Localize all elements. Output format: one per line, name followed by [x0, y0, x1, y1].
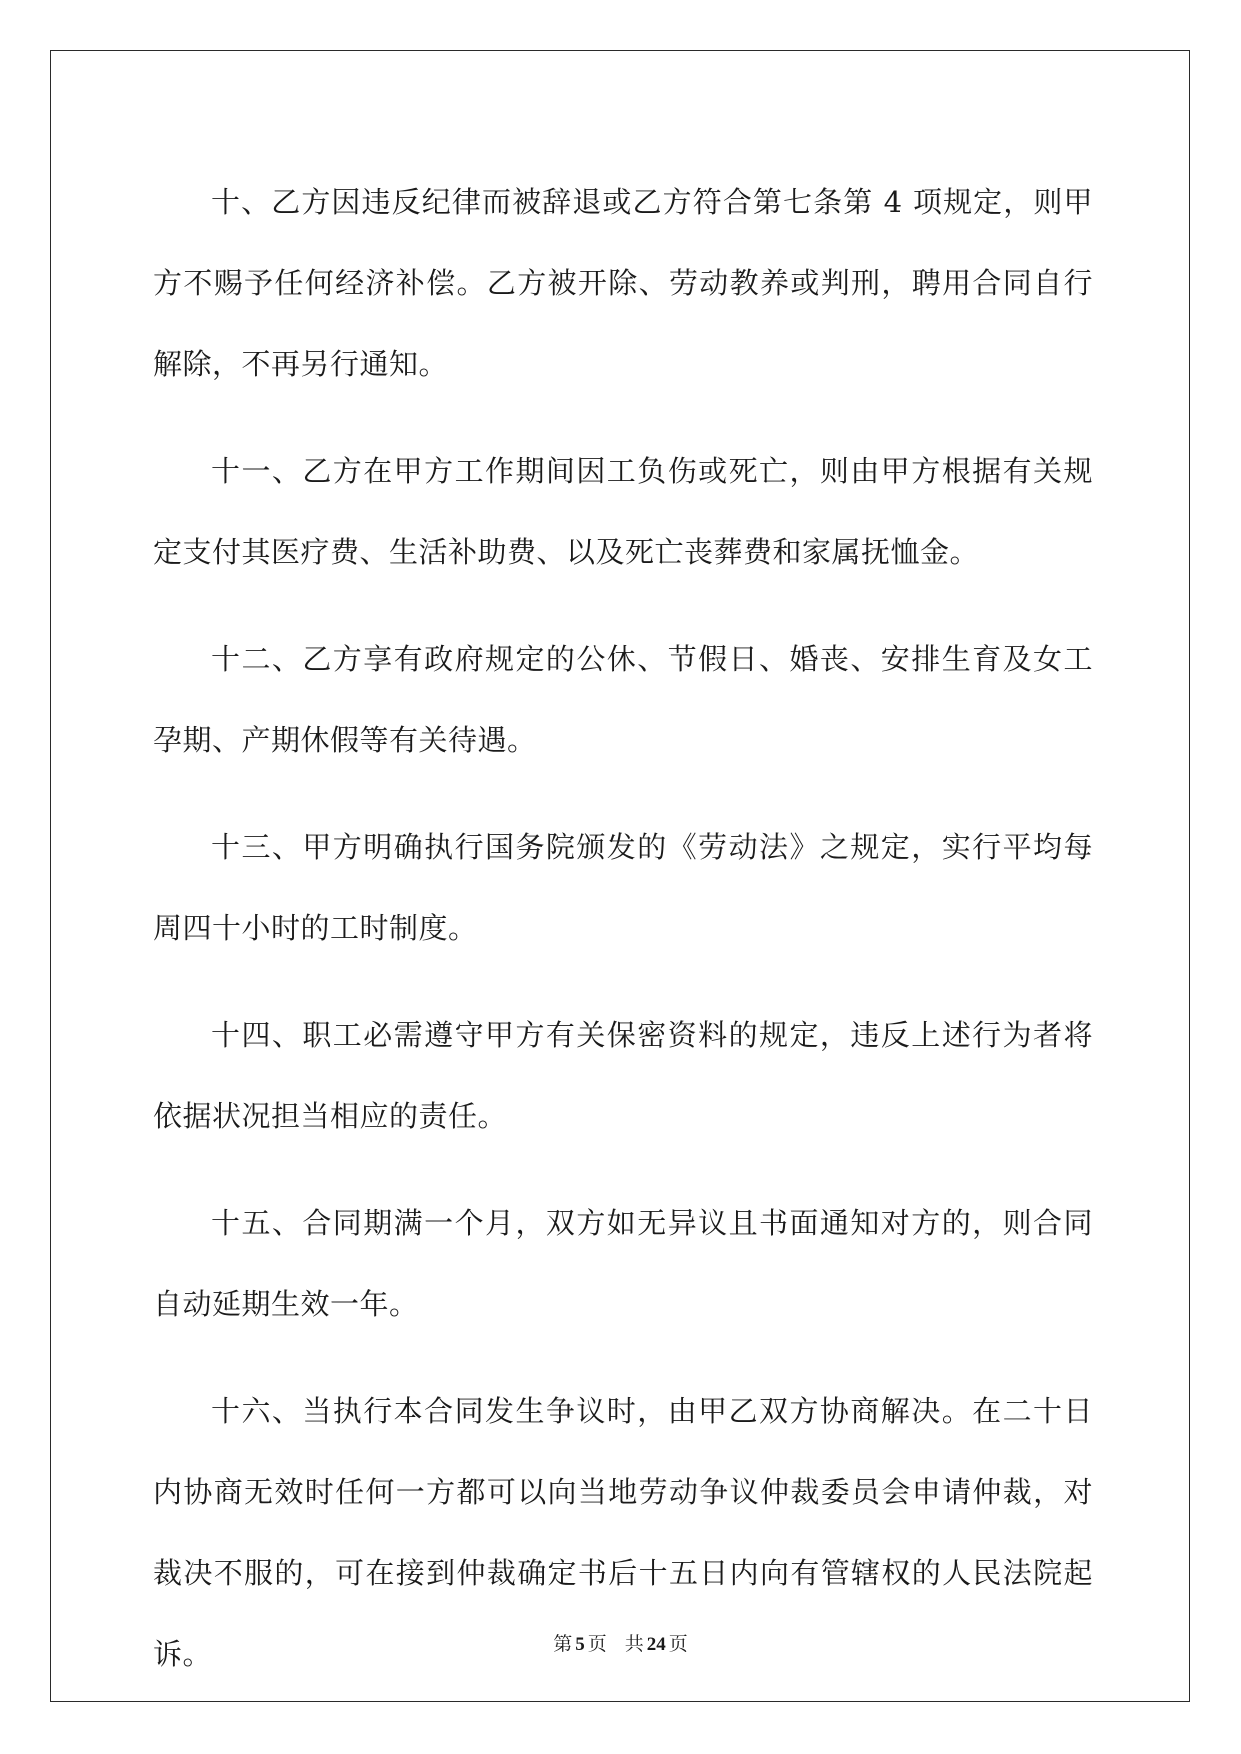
total-prefix: 共 — [624, 1633, 644, 1655]
current-page-number: 5 — [575, 1634, 585, 1655]
clause-12: 十二、乙方享有政府规定的公休、节假日、婚丧、安排生育及女工孕期、产期休假等有关待遇。 — [153, 642, 1093, 757]
clause-13: 十三、甲方明确执行国务院颁发的《劳动法》之规定，实行平均每周四十小时的工时制度。 — [153, 830, 1093, 945]
document-body — [153, 162, 1093, 1721]
total-suffix: 页 — [668, 1633, 688, 1655]
clause-16: 十六、当执行本合同发生争议时，由甲乙双方协商解决。在二十日内协商无效时任何一方都可以向当地劳动争议仲裁委员会申请仲裁，对裁决不服的，可在接到仲裁确定书后十五日内向有管辖权的人民法院起诉。 — [153, 1394, 1093, 1671]
clause-15: 十五、合同期满一个月，双方如无异议且书面通知对方的，则合同自动延期生效一年。 — [153, 1206, 1093, 1321]
page-footer — [0, 1632, 1241, 1657]
clause-10: 十、乙方因违反纪律而被辞退或乙方符合第七条第 4 项规定，则甲方不赐予任何经济补偿。乙方被开除、劳动教养或判刑，聘用合同自行解除，不再另行通知。 — [153, 185, 1093, 381]
clause-14: 十四、职工必需遵守甲方有关保密资料的规定，违反上述行为者将依据状况担当相应的责任。 — [153, 1018, 1093, 1133]
total-pages-number: 24 — [646, 1634, 666, 1655]
page-prefix: 第 — [553, 1633, 573, 1655]
page-suffix: 页 — [587, 1633, 607, 1655]
clause-11: 十一、乙方在甲方工作期间因工负伤或死亡，则由甲方根据有关规定支付其医疗费、生活补助费、以及死亡丧葬费和家属抚恤金。 — [153, 454, 1093, 569]
